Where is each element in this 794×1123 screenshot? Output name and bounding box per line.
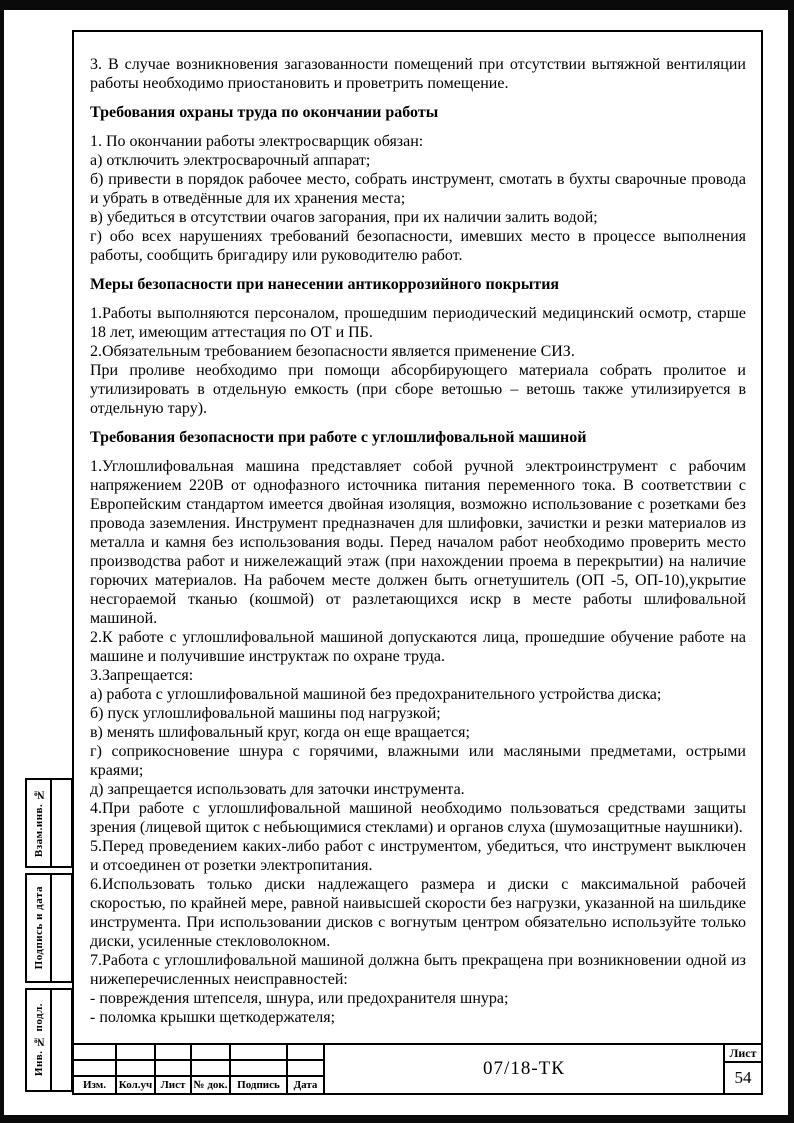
title-block <box>72 1043 763 1095</box>
paragraph: 4.При работе с углошлифовальной машиной необходимо пользоваться средствами защиты зрения (лицевой щиток с небьющимися стеклами) и органов слуха (шумозащитные наушники). <box>90 800 746 836</box>
document-code-cell <box>325 1045 723 1093</box>
sheet-number: 54 <box>734 1068 752 1087</box>
empty-cell <box>192 1061 229 1077</box>
title-block-column <box>231 1045 288 1093</box>
title-block-column <box>156 1045 192 1093</box>
list-item: б) пуск углошлифовальной машины под нагрузкой; <box>90 705 441 722</box>
stamp-label-text: Инв. № подл. <box>32 1003 45 1077</box>
stamp-label-podpis-data <box>27 875 52 981</box>
title-block-column <box>192 1045 231 1093</box>
empty-cell <box>74 1045 115 1061</box>
stamp-empty-cell <box>52 875 71 981</box>
list-item: а) работа с углошлифовальной машиной без предохранительного устройства диска; <box>90 686 662 703</box>
stamp-empty-cell <box>52 780 71 866</box>
column-header-podpis: Подпись <box>237 1079 280 1091</box>
title-block-column <box>74 1045 117 1093</box>
empty-cell <box>192 1045 229 1061</box>
stamp-label-inv-podl <box>27 990 52 1090</box>
sheet-number-block <box>723 1045 761 1093</box>
document-body <box>90 55 746 1027</box>
empty-cell <box>288 1045 323 1061</box>
paragraph: 2.К работе с углошлифовальной машиной допускаются лица, прошедшие обучение работе на машине и получившие инструктаж по охране труда. <box>90 629 746 665</box>
title-block-column <box>117 1045 156 1093</box>
stamp-label-text: Взам.инв. № <box>32 788 45 858</box>
paragraph: 3.Запрещается: <box>90 667 194 684</box>
paragraph: 1.Углошлифовальная машина представляет собой ручной электроинструмент с рабочим напряжением 220В от однофазного источника питания переменного тока. В соответствии с Европейским стандартом имеется двойная изоляция, возможно использование с розетками без провода заземления. Инструмент предназначен для шлифовки, зачистки и резки материалов из металла и камня без использования воды. Перед началом работ необходимо проверить место производства работ и нижележащий этаж (при нахождении проема в перекрытии) на наличие горючих материалов. На рабочем месте должен быть огнетушитель (ОП -5, ОП-10),укрытие несгораемой тканью (кошмой) от разлетающихся искр в месте работы шлифовальной машиной. <box>90 458 746 627</box>
column-header-list: Лист <box>160 1079 186 1091</box>
title-block-revision-table <box>74 1045 325 1093</box>
list-item: в) менять шлифовальный круг, когда он еще вращается; <box>90 724 470 741</box>
empty-cell <box>231 1061 286 1077</box>
empty-cell <box>156 1061 190 1077</box>
paragraph: При проливе необходимо при помощи абсорбирующего материала собрать пролитое и утилизировать в отдельную емкость (при сборе ветошью – ветошь также утилизируется в отдельную тару). <box>90 362 746 417</box>
column-header-data: Дата <box>293 1079 318 1091</box>
document-code: 07/18-ТК <box>483 1058 565 1079</box>
stamp-box-inv-podl <box>25 988 73 1092</box>
empty-cell <box>117 1061 154 1077</box>
stamp-box-vzam-inv <box>25 778 73 868</box>
empty-cell <box>288 1061 323 1077</box>
empty-cell <box>156 1045 190 1061</box>
paragraph: 6.Использовать только диски надлежащего размера и диски с максимальной рабочей скоростью, по крайней мере, равной наивысшей скорости без нагрузки, указанной на шильдике инструмента. При использовании дисков с вогнутым центром обязательно используйте только диски, усиленные стекловолокном. <box>90 876 746 950</box>
paragraph: 3. В случае возникновения загазованности помещений при отсутствии вытяжной вентиляции работы необходимо приостановить и проветрить помещение. <box>90 56 746 92</box>
section-heading: Требования безопасности при работе с углошлифовальной машиной <box>90 429 587 446</box>
list-item: - повреждения штепселя, шнура, или предохранителя шнура; <box>90 990 509 1007</box>
stamp-label-text: Подпись и дата <box>32 886 45 970</box>
list-item: - поломка крышки щеткодержателя; <box>90 1009 336 1026</box>
empty-cell <box>117 1045 154 1061</box>
column-header-dok: № док. <box>193 1079 228 1091</box>
paragraph: 7.Работа с углошлифовальной машиной должна быть прекращена при возникновении одной из нижеперечисленных неисправностей: <box>90 952 746 988</box>
stamp-box-podpis-data <box>25 873 73 983</box>
paragraph: 2.Обязательным требованием безопасности является применение СИЗ. <box>90 343 575 360</box>
list-item: г) соприкосновение шнура с горячими, влажными или масляными предметами, острыми краями; <box>90 743 746 779</box>
column-header-koluch: Кол.уч <box>118 1079 153 1091</box>
section-heading: Требования охраны труда по окончании работы <box>90 104 439 121</box>
paragraph: 5.Перед проведением каких-либо работ с инструментом, убедиться, что инструмент выключен и отсоединен от розетки электропитания. <box>90 838 746 874</box>
paragraph: 1. По окончании работы электросварщик обязан: <box>90 133 424 150</box>
list-item: б) привести в порядок рабочее место, собрать инструмент, смотать в бухты сварочные провода и убрать в отведённые для их хранения места; <box>90 171 746 207</box>
column-header-izm: Изм. <box>82 1079 107 1091</box>
paragraph: 1.Работы выполняются персоналом, прошедшим периодический медицинский осмотр, старше 18 лет, имеющим аттестация по ОТ и ПБ. <box>90 305 746 341</box>
stamp-empty-cell <box>52 990 71 1090</box>
list-item: д) запрещается использовать для заточки инструмента. <box>90 781 465 798</box>
section-heading: Меры безопасности при нанесении антикоррозийного покрытия <box>90 276 560 293</box>
list-item: в) убедиться в отсутствии очагов загорания, при их наличии залить водой; <box>90 209 598 226</box>
empty-cell <box>74 1061 115 1077</box>
title-block-column <box>288 1045 325 1093</box>
stamp-label-vzam-inv <box>27 780 52 866</box>
sheet-label: Лист <box>725 1045 761 1063</box>
list-item: а) отключить электросварочный аппарат; <box>90 152 371 169</box>
list-item: г) обо всех нарушениях требований безопасности, имевших место в процессе выполнения работы, сообщить бригадиру или руководителю работ. <box>90 228 746 264</box>
empty-cell <box>231 1045 286 1061</box>
